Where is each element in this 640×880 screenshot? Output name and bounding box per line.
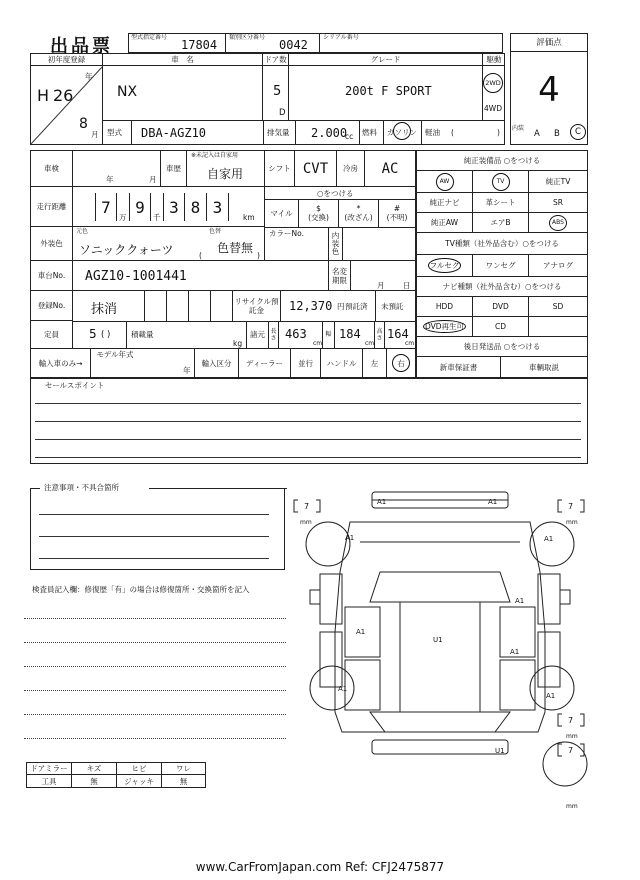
tampered-text: (改ざん) <box>344 213 373 222</box>
tampered-symbol: * <box>356 204 361 213</box>
car-name: NX <box>117 84 138 100</box>
chassis-label: 車台No. <box>31 261 73 291</box>
type-approval-label: 型式指定番号 <box>131 34 168 41</box>
grade-col-label: グレード <box>289 54 483 66</box>
type-approval-number: 17804 <box>181 38 218 52</box>
handle-label: ハンドル <box>321 349 363 377</box>
equip-abs <box>529 213 587 233</box>
tire-rear-right <box>530 666 574 710</box>
mark-hood: A1 <box>345 534 355 542</box>
body-outline <box>335 522 545 732</box>
equip-genuine-tv: 純正TV <box>529 171 587 193</box>
import-div-label: 輸入区分 <box>195 349 239 377</box>
navi-empty <box>529 317 587 337</box>
later-manual: 車輌取説 <box>529 362 559 372</box>
equipment-table <box>416 150 588 378</box>
shift-label: シフト <box>265 151 295 187</box>
tire-depth-spare: 7 <box>568 746 574 755</box>
height-value: 164 <box>387 327 409 341</box>
mark-rear-bumper: U1 <box>495 747 505 755</box>
orig-color-label: 元色 <box>76 228 89 235</box>
reg-label: 登録No. <box>31 291 73 321</box>
recycle-unpaid: 未預託 <box>381 302 404 311</box>
capacity-value: 5 <box>89 327 97 341</box>
km-unit: km <box>243 213 255 222</box>
aw-circled: AW <box>436 173 454 191</box>
tire-depth-fr-unit: mm <box>566 519 578 526</box>
capacity-unit: ( ) <box>101 330 111 340</box>
mileage-digit-2: 9 <box>129 193 151 221</box>
mark-rl-tire: A1 <box>338 685 348 693</box>
caution-label: 注意事項・不具合箇所 <box>44 483 119 492</box>
capacity-label: 定員 <box>31 321 73 349</box>
tire-depth-fl: 7 <box>304 502 310 511</box>
import-dealer: ディーラー <box>239 349 291 377</box>
fuel-gasoline-circle <box>393 122 411 140</box>
fuel-label: 燃料 <box>362 128 377 137</box>
left-fender <box>320 574 342 624</box>
shift-value: CVT <box>295 151 337 187</box>
spare-tire <box>543 742 587 786</box>
tire-front-left <box>306 522 350 566</box>
import-parallel: 並行 <box>291 349 321 377</box>
abs-circled: ABS <box>549 215 567 231</box>
later-title: 後日発送品 ○をつける <box>417 337 587 357</box>
interior-a: A <box>534 129 540 139</box>
reg-month: 8 <box>79 116 88 132</box>
interior-b: B <box>554 129 560 139</box>
vehicle-block: 初年度登録 年 H 26 8 月 車 名 NX ドア数 5 D グレード 200t F SPORT 駆動 2WD 4WD 型式 DBA-AGZ10 排気量 2.000 cc 燃料 ガソリン 軽油 ( ) <box>30 53 505 145</box>
handle-right: 右 <box>392 354 410 372</box>
shaken-month-unit: 月 <box>149 175 157 184</box>
drive-label: 駆動 <box>483 54 505 66</box>
category-number: 0042 <box>279 38 308 52</box>
grade-label: 評価点 <box>511 34 587 52</box>
mileage-label: 走行距離 <box>31 187 73 227</box>
equip-airbag: エアB <box>473 213 529 233</box>
usage-note: ※未記入は自家用 <box>191 152 239 159</box>
mark-front-bumper: A1 <box>377 498 387 506</box>
tire-rear-left <box>310 666 354 710</box>
sales-point-label: セールスポイント <box>45 381 105 390</box>
model-code: DBA-AGZ10 <box>141 126 207 140</box>
first-reg-label: 初年度登録 <box>31 54 103 66</box>
tire-depth-rr: 7 <box>568 716 574 725</box>
legend-tools: 工具 <box>27 775 72 787</box>
serial-label: シリアル番号 <box>323 34 359 41</box>
exchanged-symbol: $ <box>316 204 321 213</box>
navi-cd: CD <box>473 317 529 337</box>
rear-window <box>370 712 510 732</box>
equip-navi: 純正ナビ <box>417 193 473 213</box>
navi-hdd: HDD <box>417 297 473 317</box>
mark-fr-tire: A1 <box>544 535 554 543</box>
model-year-unit: 年 <box>183 366 191 375</box>
length-value: 463 <box>285 327 307 341</box>
tv-analog: アナログ <box>529 255 587 277</box>
right-quarter <box>538 632 560 687</box>
legend-table <box>26 762 206 788</box>
load-label: 積載量 <box>131 330 154 339</box>
caution-box <box>30 488 285 570</box>
height-cm: cm <box>405 340 415 347</box>
interior-color-label: 内装色 <box>329 227 343 261</box>
dvd-play-circled: DVD再生可 <box>424 322 465 331</box>
usage-label: 車歴 <box>161 151 187 187</box>
equip-leather: 革シート <box>473 193 529 213</box>
mark-rr-tire: A1 <box>546 692 556 700</box>
legend-door-mirror: ドアミラー <box>27 763 72 775</box>
rear-left-door <box>345 660 380 710</box>
navi-dvd: DVD <box>473 297 529 317</box>
inspection-table: 車検 年 月 車歴 ※未記入は自家用 自家用 シフト CVT 冷房 AC 走行距離 7 万 9 千 3 8 3 km ○をつける マイル $ (交換) * (改ざん) # (不明) 外装色 元色 ソニッククォーツ 色替 色替無 ( ) カラーNo. 内装色 車台No. AGZ10-1001441 名変期限 月 日 登録No. 抹消 リサイクル預託金 12,370 円 預託済 未預託 定員 5 ( ) 積載量 kg 諸元 長さ 463 cm 幅 184 cm 高さ 164 cm 輸入車のみ→ モデル年式 年 輸入区分 ディーラー 並行 ハンドル 左 右 <box>30 150 416 378</box>
sen-unit: 千 <box>153 213 161 222</box>
width-value: 184 <box>339 327 361 341</box>
tv-fullseg <box>417 255 473 277</box>
mark-front-right: A1 <box>488 498 498 506</box>
mile-label: マイル <box>265 199 299 227</box>
length-label: 長さ <box>269 321 279 349</box>
right-mirror <box>560 590 570 604</box>
cc-unit: cc <box>345 132 354 141</box>
right-fender <box>538 574 560 624</box>
fuel-diesel: 軽油 <box>425 128 440 137</box>
unknown-option <box>379 199 415 227</box>
genuine-title: 純正装備品 ○をつける <box>417 151 587 171</box>
color-replaced-label: 色替 <box>209 228 222 235</box>
mileage-digit-1: 7 <box>95 193 117 221</box>
interior-c-circled: C <box>570 124 586 140</box>
grade-name: 200t F SPORT <box>345 84 432 98</box>
door-type: D <box>279 108 286 118</box>
width-cm: cm <box>365 340 375 347</box>
circle-note: ○をつける <box>317 189 354 198</box>
category-label: 類別区分番号 <box>229 34 266 41</box>
unknown-symbol: # <box>393 204 401 213</box>
car-name-label: 車 名 <box>103 54 263 66</box>
legend-crack: ヒビ <box>117 763 162 775</box>
shaken-label: 車検 <box>31 151 73 187</box>
year-unit: 年 <box>85 72 93 81</box>
legend-tools-value: 無 <box>72 775 117 787</box>
height-label: 高さ <box>375 321 385 349</box>
mark-left-door: A1 <box>356 628 366 636</box>
header-codes <box>128 33 503 53</box>
mileage-digit-5: 3 <box>207 193 229 221</box>
doors-value: 5 <box>273 84 282 99</box>
man-unit: 万 <box>119 213 127 222</box>
rear-bumper <box>372 740 508 754</box>
exchanged-option <box>299 199 339 227</box>
reg-era: H <box>37 86 50 105</box>
handle-right-circled <box>387 349 415 377</box>
color-no-label: カラーNo. <box>269 229 304 238</box>
legend-broken: ワレ <box>162 763 205 775</box>
car-damage-diagram <box>290 482 600 814</box>
width-label: 幅 <box>323 321 335 349</box>
mark-right-door: A1 <box>510 648 520 656</box>
mileage-digit-4: 8 <box>185 193 207 221</box>
model-year-label: モデル年式 <box>96 350 134 359</box>
legend-scratch: キズ <box>72 763 117 775</box>
ac-label: 冷房 <box>337 151 365 187</box>
model-label: 型式 <box>107 128 122 137</box>
color-label: 外装色 <box>31 227 73 261</box>
left-quarter <box>320 632 342 687</box>
tire-depth-rr-unit: mm <box>566 733 578 740</box>
navi-sd: SD <box>529 297 587 317</box>
doors-label: ドア数 <box>263 54 289 66</box>
unknown-text: (不明) <box>386 213 408 222</box>
import-label: 輸入車のみ→ <box>31 349 91 377</box>
shaken-year-unit: 年 <box>106 175 114 184</box>
legend-jack-value: 無 <box>179 776 188 786</box>
grade-value: 4 <box>538 70 560 110</box>
mark-roof: U1 <box>433 636 443 644</box>
name-change-month: 月 <box>377 281 385 290</box>
legend-jack: ジャッキ <box>117 775 162 787</box>
fullseg-circled: フルセグ <box>428 258 462 273</box>
drive-4wd: 4WD <box>484 104 502 113</box>
name-change-label: 名変期限 <box>329 261 351 291</box>
tire-depth-fl-unit: mm <box>300 519 312 526</box>
interior-label: 内装 <box>512 125 525 132</box>
load-kg: kg <box>233 339 243 348</box>
mark-right-fender: A1 <box>515 597 525 605</box>
reg-value: 抹消 <box>91 302 118 317</box>
fuel-gasoline: ガソリン <box>387 128 417 137</box>
recycle-amount: 12,370 <box>289 299 333 313</box>
navi-dvd-play <box>417 317 473 337</box>
tv-title: TV種類（社外品含む）○をつける <box>417 233 587 255</box>
mileage-digit-3: 3 <box>163 193 185 221</box>
equip-genuine-aw: 純正AW <box>417 213 473 233</box>
tv-oneseg: ワンセグ <box>473 255 529 277</box>
navi-title: ナビ種類（社外品含む）○をつける <box>417 277 587 297</box>
month-unit: 月 <box>91 130 99 139</box>
tampered-option <box>339 199 379 227</box>
recycle-paid: 預託済 <box>345 302 368 311</box>
dims-label: 諸元 <box>247 321 269 349</box>
tire-front-right <box>530 522 574 566</box>
tire-depth-fr: 7 <box>568 502 574 511</box>
recycle-label: リサイクル預託金 <box>233 291 281 321</box>
sales-point-box <box>30 378 588 464</box>
sheet-title: 出品票 <box>50 36 113 57</box>
later-warranty: 新車保証書 <box>417 357 501 377</box>
drive-2wd-circled: 2WD <box>483 73 503 93</box>
roof <box>400 602 480 712</box>
usage-value: 自家用 <box>207 167 244 181</box>
chassis-value: AGZ10-1001441 <box>85 269 187 284</box>
inspector-label: 検査員記入欄：修復歴「有」の場合は修復箇所・交換箇所を記入 <box>32 585 250 594</box>
equip-aw <box>417 171 473 193</box>
displacement-label: 排気量 <box>267 128 290 137</box>
reg-year: 26 <box>53 86 74 105</box>
color-value: ソニッククォーツ <box>79 243 174 257</box>
equip-tv <box>473 171 529 193</box>
ac-value: AC <box>365 151 415 187</box>
length-cm: cm <box>313 340 323 347</box>
exchanged-text: (交換) <box>308 213 329 222</box>
equip-sr: SR <box>529 193 587 213</box>
displacement-value: 2.000 <box>311 126 348 140</box>
left-mirror <box>310 590 320 604</box>
windshield <box>370 572 510 602</box>
color-replaced-value: 色替無 <box>217 241 254 255</box>
tv-circled: TV <box>492 173 510 191</box>
handle-left: 左 <box>363 349 387 377</box>
tire-depth-spare-unit: mm <box>566 803 578 810</box>
name-change-day: 日 <box>403 281 411 290</box>
recycle-yen: 円 <box>337 302 345 311</box>
watermark: www.CarFromJapan.com Ref: CFJ2475877 <box>195 860 445 874</box>
